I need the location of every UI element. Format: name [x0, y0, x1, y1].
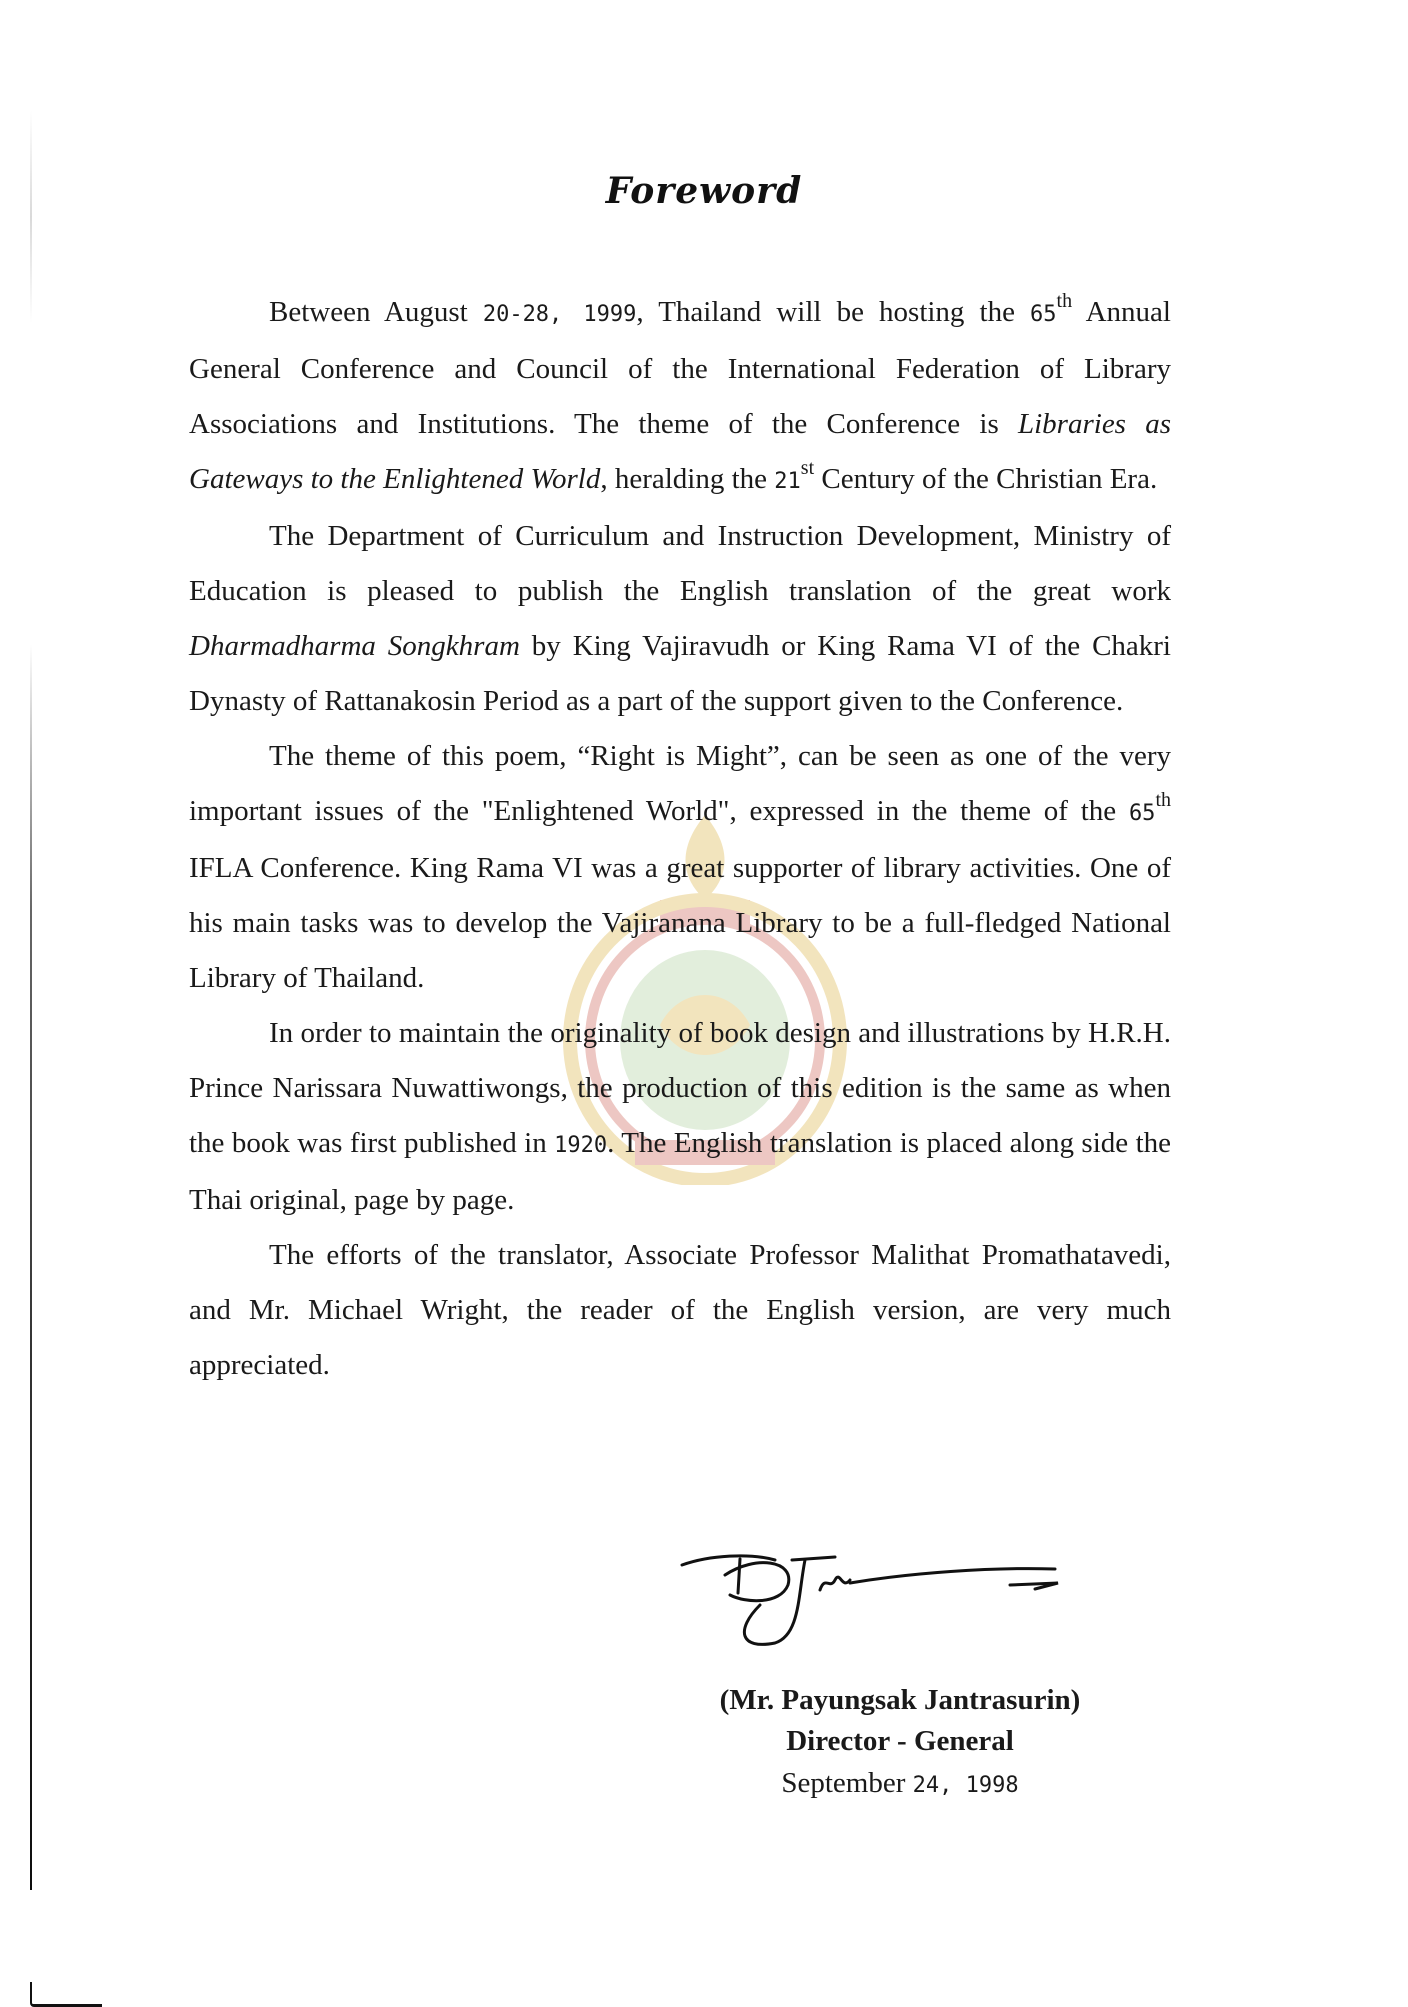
- paragraph-text: The efforts of the translator, Associate Professor Malithat Promathatavedi, and Mr. Michael Wright, the reader of the English version, are very much appreciated.: [189, 1239, 1171, 1381]
- date-day-year: 24, 1998: [912, 1773, 1019, 1798]
- paragraph-text: In order to maintain the originality of book design and illustrations by H.R.H. Prince Narissara Nuwattiwongs, the production of this edition is the same as when the book was first published in: [189, 1017, 1171, 1159]
- signatory-block: [640, 1680, 1160, 1807]
- paragraph-text: Between August: [269, 296, 483, 328]
- publication-year: 1920: [554, 1133, 608, 1158]
- paragraph-text: The theme of this poem, “Right is Might”, can be seen as one of the very important issues of the "Enlightened World", expressed in the theme of the: [189, 740, 1171, 827]
- paragraph-text: , heralding the: [600, 463, 775, 495]
- foreword-body: [189, 285, 1171, 1393]
- signatory-name: (Mr. Payungsak Jantrasurin): [719, 1684, 1081, 1716]
- paragraph-text: , Thailand will be hosting the: [636, 296, 1031, 328]
- paragraph-text: Century of the Christian Era.: [814, 463, 1158, 495]
- date-month: September: [781, 1767, 913, 1799]
- scan-edge-shadow: [30, 110, 32, 1890]
- ordinal-suffix: th: [1155, 789, 1171, 811]
- foreword-paragraph-4: [189, 1006, 1171, 1228]
- paragraph-text: Annual General Conference and Council of the International Federation of Library Associations and Institutions. The theme of the Conference is: [189, 296, 1171, 440]
- scan-corner-mark: [30, 1982, 102, 2007]
- signatory-title: Director - General: [786, 1725, 1014, 1757]
- foreword-paragraph-2: [189, 509, 1171, 729]
- ordinal-number: 65: [1030, 302, 1057, 327]
- ordinal-number: 65: [1128, 801, 1156, 826]
- paragraph-text: IFLA Conference. King Rama VI was a great supporter of library activities. One of his main tasks was to develop the Vajiranana Library to be a full-fledged National Library of Thailand.: [189, 852, 1171, 994]
- ordinal-suffix: th: [1056, 290, 1073, 312]
- foreword-paragraph-5: [189, 1228, 1171, 1393]
- page-heading: Foreword: [605, 170, 803, 212]
- signature-date: [640, 1762, 1160, 1807]
- paragraph-text: The Department of Curriculum and Instruction Development, Ministry of Education is pleased to publish the English translation of the great work: [189, 520, 1171, 607]
- handwritten-signature: [680, 1545, 1100, 1655]
- conference-dates: 20-28, 1999: [482, 302, 637, 327]
- century-number: 21: [774, 469, 801, 494]
- paragraph-text: . The English translation is placed along side the Thai original, page by page.: [189, 1127, 1171, 1216]
- foreword-paragraph-3: [189, 729, 1171, 1006]
- conference-theme-title: Libraries as Gateways to the Enlightened World: [189, 408, 1171, 495]
- foreword-paragraph-1: [189, 285, 1171, 509]
- work-title: Dharmadharma Songkhram: [189, 630, 520, 662]
- century-suffix: st: [800, 457, 815, 479]
- paragraph-text: by King Vajiravudh or King Rama VI of the Chakri Dynasty of Rattanakosin Period as a part of the support given to the Conference.: [189, 630, 1171, 717]
